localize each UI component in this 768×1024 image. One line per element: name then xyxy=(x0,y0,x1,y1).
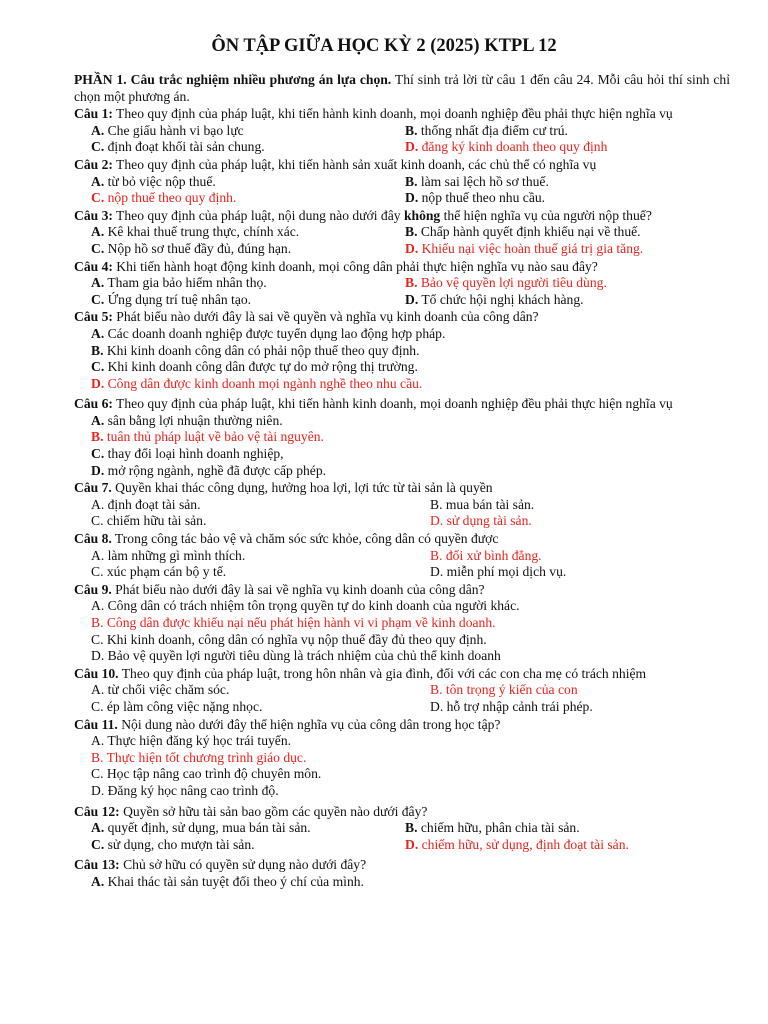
option-text: Khai thác tài sản tuyệt đối theo ý chí của mình. xyxy=(104,873,364,889)
option-key: A. xyxy=(91,122,105,138)
option-text: Công dân được kinh doanh mọi ngành nghề theo nhu cầu. xyxy=(104,375,423,391)
option-b: B. mua bán tài sản. xyxy=(430,496,535,512)
option-key: C. xyxy=(91,291,105,307)
option-key: Câu 2: xyxy=(74,156,113,172)
option-key: Câu 5: xyxy=(74,309,113,325)
option-key: Câu 12: xyxy=(74,803,120,819)
option-c: C. chiếm hữu tài sản. xyxy=(91,513,207,529)
option-text: Phát biểu nào dưới đây là sai về quyền và nghĩa vụ kinh doanh của công dân? xyxy=(112,309,539,325)
question-stem xyxy=(74,717,730,734)
section-intro xyxy=(74,72,730,105)
option-text: chiếm hữu, phân chia tài sản. xyxy=(417,820,580,836)
question-stem xyxy=(74,309,730,326)
option-a xyxy=(91,874,730,891)
option-a xyxy=(91,224,405,241)
question-stem xyxy=(74,106,730,123)
option-key: D. xyxy=(91,462,105,478)
question-3 xyxy=(74,208,730,258)
option-text: Kê khai thuế trung thực, chính xác. xyxy=(104,224,300,240)
question-stem xyxy=(74,396,730,413)
option-text: Bảo vệ quyền lợi người tiêu dùng. xyxy=(417,275,607,291)
option-d-answer xyxy=(91,376,730,393)
option-key: Câu 4: xyxy=(74,258,113,274)
option-key: A. xyxy=(91,873,105,889)
document-body xyxy=(74,72,730,891)
option-key: C. xyxy=(91,139,105,155)
option-text: Trong công tác bảo vệ và chăm sóc sức khỏe, công dân có quyền được xyxy=(111,531,499,547)
option-key: Câu 6: xyxy=(74,396,113,412)
question-2 xyxy=(74,157,730,207)
option-text: tuân thủ pháp luật về bảo vệ tài nguyên. xyxy=(103,429,324,445)
question-stem xyxy=(74,857,730,874)
option-b-answer xyxy=(91,429,730,446)
option-key: C. xyxy=(91,836,105,852)
option-key: B. xyxy=(91,342,104,358)
option-text: chiếm hữu, sử dụng, định đoạt tài sản. xyxy=(418,836,629,852)
question-label: Câu 1: xyxy=(74,106,113,122)
option-key: D. xyxy=(405,836,419,852)
option-b xyxy=(405,123,719,140)
option-key: A. xyxy=(91,820,105,836)
option-text: mở rộng ngành, nghề đã được cấp phép. xyxy=(104,462,327,478)
question-11 xyxy=(74,717,730,800)
option-text: Khi tiến hành hoạt động kinh doanh, mọi công dân phải thực hiện nghĩa vụ nào sau đây? xyxy=(112,258,598,274)
option-b xyxy=(91,343,730,360)
question-stem xyxy=(74,208,730,225)
option-c: C. Khi kinh doanh, công dân có nghĩa vụ nộp thuế đầy đủ theo quy định. xyxy=(91,631,487,647)
option-c: C. xúc phạm cán bộ y tế. xyxy=(91,564,227,580)
option-text: Chủ sở hữu có quyền sử dụng nào dưới đây? xyxy=(119,857,367,873)
option-d xyxy=(91,463,730,480)
option-a xyxy=(91,820,405,837)
option-d xyxy=(405,190,719,207)
option-text: nộp thuế theo nhu cầu. xyxy=(418,190,546,206)
option-text: thay đổi loại hình doanh nghiệp, xyxy=(104,446,284,462)
option-d-answer xyxy=(405,241,719,258)
option-c-answer xyxy=(91,190,405,207)
option-text: làm sai lệch hồ sơ thuế. xyxy=(417,173,549,189)
option-text: Ứng dụng trí tuệ nhân tạo. xyxy=(104,291,252,307)
option-key: Câu 7. xyxy=(74,480,112,496)
option-key: A. xyxy=(91,412,105,428)
option-text: Phát biểu nào dưới đây là sai về nghĩa vụ kinh doanh của công dân? xyxy=(111,581,485,597)
option-key: Câu 3: xyxy=(74,207,113,223)
option-b-answer: B. Công dân được khiếu nại nếu phát hiện hành vi vi phạm về kinh doanh. xyxy=(91,615,496,630)
option-d: D. Bảo vệ quyền lợi người tiêu dùng là trách nhiệm của chủ thể kinh doanh xyxy=(91,648,501,664)
option-d: D. miễn phí mọi dịch vụ. xyxy=(430,564,567,580)
option-key: B. xyxy=(405,173,418,189)
option-c xyxy=(91,292,405,309)
option-d: D. Đăng ký học nâng cao trình độ. xyxy=(91,782,279,798)
option-key: C. xyxy=(91,190,105,206)
option-key: C. xyxy=(91,446,105,462)
option-key: D. xyxy=(405,190,419,206)
option-text: nộp thuế theo quy định. xyxy=(104,190,237,206)
option-text: định đoạt khối tài sản chung. xyxy=(104,139,265,155)
option-c xyxy=(91,139,405,156)
emphasis-word: không xyxy=(403,207,441,223)
option-key: A. xyxy=(91,224,105,240)
option-b xyxy=(405,224,719,241)
option-key: C. xyxy=(91,240,105,256)
option-a xyxy=(91,326,730,343)
option-key: Câu 13: xyxy=(74,857,120,873)
section-label: PHẦN 1. Câu trắc nghiệm nhiều phương án lựa chọn. xyxy=(74,72,392,87)
option-key: D. xyxy=(405,139,419,155)
option-key: Câu 8. xyxy=(74,531,112,547)
option-key: D. xyxy=(405,240,419,256)
option-b-answer: B. Thực hiện tốt chương trình giáo dục. xyxy=(91,749,307,765)
option-text: từ bỏ việc nộp thuế. xyxy=(104,173,216,189)
option-text: thống nhất địa điểm cư trú. xyxy=(417,122,568,138)
option-key: A. xyxy=(91,173,105,189)
option-d-answer: D. sử dụng tài sản. xyxy=(430,513,532,529)
option-text: Quyền sở hữu tài sản bao gồm các quyền nào dưới đây? xyxy=(119,803,428,819)
option-text: Theo quy định của pháp luật, khi tiến hành sản xuất kinh doanh, các chủ thể có nghĩa vụ xyxy=(112,156,597,172)
option-text: Quyền khai thác công dụng, hưởng hoa lợi, lợi tức từ tài sản là quyền xyxy=(111,480,493,496)
question-12 xyxy=(74,804,730,854)
option-key: C. xyxy=(91,359,105,375)
option-text: Chấp hành quyết định khiếu nại về thuế. xyxy=(417,224,641,240)
option-d-answer xyxy=(405,837,719,854)
option-key: Câu 9. xyxy=(74,581,112,597)
option-a xyxy=(91,123,405,140)
option-b-answer xyxy=(405,275,719,292)
option-a: A. từ chối việc chăm sóc. xyxy=(91,682,230,698)
option-key: Câu 10. xyxy=(74,665,119,681)
option-text: Theo quy định của pháp luật, nội dung nào dưới đây xyxy=(112,207,404,223)
option-key: B. xyxy=(405,820,418,836)
question-stem xyxy=(74,666,730,683)
question-5 xyxy=(74,309,730,392)
option-c: C. Học tập nâng cao trình độ chuyên môn. xyxy=(91,766,322,782)
question-4 xyxy=(74,259,730,309)
question-stem xyxy=(74,531,730,548)
option-b xyxy=(405,174,719,191)
option-c xyxy=(91,359,730,376)
option-text: Khi kinh doanh công dân có phải nộp thuế theo quy định. xyxy=(103,342,420,358)
question-8 xyxy=(74,531,730,581)
question-9 xyxy=(74,582,730,665)
option-key: A. xyxy=(91,325,105,341)
option-text: Các doanh doanh nghiệp được tuyển dụng lao động hợp pháp. xyxy=(104,325,446,341)
option-key: D. xyxy=(405,291,419,307)
page-title: ÔN TẬP GIỮA HỌC KỲ 2 (2025) KTPL 12 xyxy=(211,36,557,56)
option-c: C. ép làm công việc nặng nhọc. xyxy=(91,698,263,714)
option-key: Câu 11. xyxy=(74,716,118,732)
question-stem xyxy=(74,480,730,497)
option-text: Nội dung nào dưới đây thể hiện nghĩa vụ của công dân trong học tập? xyxy=(117,716,501,732)
option-a: A. định đoạt tài sản. xyxy=(91,496,201,512)
question-7 xyxy=(74,480,730,530)
question-13 xyxy=(74,857,730,890)
option-a: A. làm những gì mình thích. xyxy=(91,547,246,563)
option-a: A. Công dân có trách nhiệm tôn trọng quyền tự do kinh doanh của người khác. xyxy=(91,598,520,614)
option-key: A. xyxy=(91,275,105,291)
option-d xyxy=(405,292,719,309)
option-a xyxy=(91,275,405,292)
question-text: Theo quy định của pháp luật, khi tiến hành kinh doanh, mọi doanh nghiệp đều phải thực hiện nghĩa vụ xyxy=(112,106,673,122)
option-c xyxy=(91,837,405,854)
option-key: B. xyxy=(405,224,418,240)
option-key: B. xyxy=(405,122,418,138)
option-a xyxy=(91,174,405,191)
question-1 xyxy=(74,106,730,156)
option-c xyxy=(91,446,730,463)
option-text: Theo quy định của pháp luật, khi tiến hành kinh doanh, mọi doanh nghiệp đều phải thực hiện nghĩa vụ xyxy=(112,396,673,412)
option-text: Theo quy định của pháp luật, trong hôn nhân và gia đình, đối với các con cha mẹ có trách nhiệm xyxy=(118,665,647,681)
option-text: sử dụng, cho mượn tài sản. xyxy=(104,836,255,852)
option-a xyxy=(91,413,730,430)
option-d-answer xyxy=(405,139,719,156)
option-text: Tham gia bảo hiểm nhân thọ. xyxy=(104,275,267,291)
question-10 xyxy=(74,666,730,716)
option-text: Tổ chức hội nghị khách hàng. xyxy=(418,291,584,307)
question-6 xyxy=(74,396,730,479)
option-text: Che giấu hành vi bạo lực xyxy=(104,122,244,138)
option-text: Nộp hồ sơ thuế đầy đủ, đúng hạn. xyxy=(104,240,292,256)
question-stem xyxy=(74,582,730,599)
option-key: B. xyxy=(405,275,418,291)
option-b-answer: B. tôn trọng ý kiến của con xyxy=(430,682,578,698)
option-b xyxy=(405,820,719,837)
question-stem xyxy=(74,157,730,174)
option-text: quyết định, sử dụng, mua bán tài sản. xyxy=(104,820,311,836)
option-key: D. xyxy=(91,375,105,391)
option-c xyxy=(91,241,405,258)
option-text: Khi kinh doanh công dân được tự do mở rộng thị trường. xyxy=(104,359,418,375)
option-b-answer: B. đối xử bình đẳng. xyxy=(430,547,542,563)
option-text: đăng ký kinh doanh theo quy định xyxy=(418,139,608,155)
option-key: B. xyxy=(91,429,104,445)
question-stem xyxy=(74,804,730,821)
option-d: D. hỗ trợ nhập cảnh trái phép. xyxy=(430,698,593,714)
option-text: thể hiện nghĩa vụ của người nộp thuế? xyxy=(440,207,652,223)
question-stem xyxy=(74,259,730,276)
section-instruction: Thí sinh trả lời từ câu 1 đến câu 24. Mỗi câu hỏi thí sinh chỉ chọn một phương án. xyxy=(74,72,730,104)
option-text: sân bằng lợi nhuận thường niên. xyxy=(104,412,283,428)
option-a: A. Thực hiện đăng ký học trái tuyến. xyxy=(91,733,292,749)
option-text: Khiếu nại việc hoàn thuế giá trị gia tăng. xyxy=(418,240,644,256)
